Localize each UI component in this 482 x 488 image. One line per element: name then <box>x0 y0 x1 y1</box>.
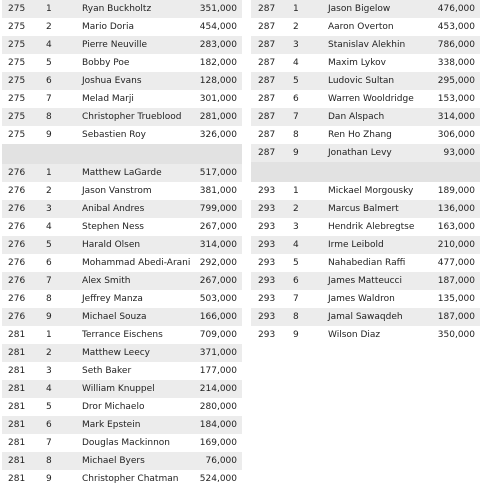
seat-number-cell: 2 <box>46 22 52 32</box>
table-number-cell: 276 <box>8 240 26 250</box>
chip-count-cell: 210,000 <box>437 240 475 250</box>
player-name-cell: Mark Epstein <box>82 420 141 430</box>
table-number-cell: 276 <box>8 222 26 232</box>
seat-number-cell: 4 <box>293 240 299 250</box>
table-number-cell: 281 <box>8 402 26 412</box>
table-number-cell: 276 <box>8 204 26 214</box>
player-name-cell: James Waldron <box>328 294 395 304</box>
seat-number-cell: 4 <box>46 384 52 394</box>
table-row <box>251 54 480 72</box>
chip-count-cell: 135,000 <box>437 294 475 304</box>
table-number-cell: 275 <box>8 58 26 68</box>
table-number-cell: 276 <box>8 258 26 268</box>
seat-number-cell: 1 <box>46 4 52 14</box>
player-name-cell: Irme Leibold <box>328 240 384 250</box>
table-number-cell: 287 <box>258 58 276 68</box>
table-row <box>251 144 480 162</box>
table-row <box>2 326 242 344</box>
player-name-cell: Jamal Sawaqdeh <box>328 312 403 322</box>
table-number-cell: 293 <box>258 222 276 232</box>
seat-number-cell: 5 <box>46 240 52 250</box>
chip-count-cell: 524,000 <box>199 474 237 484</box>
player-name-cell: Douglas Mackinnon <box>82 438 170 448</box>
table-row <box>2 380 242 398</box>
group-separator <box>251 162 480 182</box>
chip-count-cell: 128,000 <box>199 76 237 86</box>
table-row <box>2 200 242 218</box>
seat-number-cell: 2 <box>46 348 52 358</box>
table-row <box>2 254 242 272</box>
table-row <box>251 108 480 126</box>
seat-number-cell: 7 <box>46 94 52 104</box>
player-name-cell: Matthew LaGarde <box>82 168 162 178</box>
seat-number-cell: 8 <box>293 312 299 322</box>
player-name-cell: Harald Olsen <box>82 240 141 250</box>
chip-count-cell: 371,000 <box>199 348 237 358</box>
chip-count-cell: 381,000 <box>199 186 237 196</box>
right-seating-table <box>251 0 480 344</box>
chip-count-cell: 314,000 <box>437 112 475 122</box>
player-name-cell: Jonathan Levy <box>328 148 392 158</box>
table-number-cell: 293 <box>258 276 276 286</box>
table-row <box>251 90 480 108</box>
seat-number-cell: 7 <box>46 276 52 286</box>
table-number-cell: 276 <box>8 276 26 286</box>
table-number-cell: 287 <box>258 40 276 50</box>
player-name-cell: James Matteucci <box>328 276 402 286</box>
seat-number-cell: 4 <box>46 40 52 50</box>
seat-number-cell: 9 <box>293 148 299 158</box>
chip-count-cell: 477,000 <box>437 258 475 268</box>
seat-number-cell: 6 <box>293 276 299 286</box>
chip-count-cell: 177,000 <box>199 366 237 376</box>
seat-number-cell: 9 <box>46 474 52 484</box>
chip-count-cell: 326,000 <box>199 130 237 140</box>
seat-number-cell: 3 <box>293 40 299 50</box>
table-row <box>2 398 242 416</box>
player-name-cell: Aaron Overton <box>328 22 394 32</box>
group-separator <box>2 144 242 164</box>
player-name-cell: Pierre Neuville <box>82 40 148 50</box>
player-name-cell: Mickael Morgousky <box>328 186 414 196</box>
table-number-cell: 276 <box>8 312 26 322</box>
player-name-cell: Anibal Andres <box>82 204 145 214</box>
table-number-cell: 281 <box>8 330 26 340</box>
player-name-cell: Warren Wooldridge <box>328 94 414 104</box>
table-number-cell: 281 <box>8 456 26 466</box>
table-row <box>2 272 242 290</box>
chip-count-cell: 709,000 <box>199 330 237 340</box>
table-number-cell: 276 <box>8 168 26 178</box>
table-row <box>251 236 480 254</box>
table-number-cell: 287 <box>258 22 276 32</box>
table-row <box>2 164 242 182</box>
player-name-cell: Stephen Ness <box>82 222 144 232</box>
table-row <box>251 218 480 236</box>
table-row <box>2 90 242 108</box>
player-name-cell: Dror Michaelo <box>82 402 145 412</box>
chip-count-cell: 503,000 <box>199 294 237 304</box>
seat-number-cell: 6 <box>46 258 52 268</box>
table-number-cell: 293 <box>258 312 276 322</box>
chip-count-cell: 93,000 <box>443 148 475 158</box>
player-name-cell: Michael Souza <box>82 312 147 322</box>
seat-number-cell: 9 <box>46 130 52 140</box>
seat-number-cell: 8 <box>46 456 52 466</box>
player-name-cell: Christopher Trueblood <box>82 112 182 122</box>
chip-count-cell: 453,000 <box>437 22 475 32</box>
chip-count-cell: 189,000 <box>437 186 475 196</box>
chip-count-cell: 306,000 <box>437 130 475 140</box>
table-number-cell: 275 <box>8 130 26 140</box>
table-number-cell: 293 <box>258 258 276 268</box>
player-name-cell: Jason Vanstrom <box>82 186 152 196</box>
seat-number-cell: 4 <box>293 58 299 68</box>
table-row <box>2 290 242 308</box>
chip-count-cell: 184,000 <box>199 420 237 430</box>
seat-number-cell: 8 <box>46 294 52 304</box>
table-row <box>2 452 242 470</box>
table-row <box>251 182 480 200</box>
table-row <box>2 308 242 326</box>
seat-number-cell: 5 <box>293 258 299 268</box>
table-row <box>251 200 480 218</box>
table-row <box>2 126 242 144</box>
player-name-cell: Christopher Chatman <box>82 474 179 484</box>
table-number-cell: 287 <box>258 112 276 122</box>
table-row <box>251 0 480 18</box>
table-row <box>2 362 242 380</box>
player-name-cell: Mario Doria <box>82 22 135 32</box>
table-number-cell: 275 <box>8 4 26 14</box>
seat-number-cell: 7 <box>293 112 299 122</box>
seat-number-cell: 8 <box>293 130 299 140</box>
player-name-cell: William Knuppel <box>82 384 155 394</box>
player-name-cell: Mohammad Abedi-Arani <box>82 258 191 268</box>
table-number-cell: 293 <box>258 186 276 196</box>
chip-count-cell: 799,000 <box>199 204 237 214</box>
player-name-cell: Joshua Evans <box>82 76 142 86</box>
seat-number-cell: 1 <box>46 168 52 178</box>
seat-number-cell: 2 <box>46 186 52 196</box>
chip-count-cell: 153,000 <box>437 94 475 104</box>
chip-count-cell: 338,000 <box>437 58 475 68</box>
table-row <box>251 290 480 308</box>
chip-count-cell: 281,000 <box>199 112 237 122</box>
chip-count-cell: 517,000 <box>199 168 237 178</box>
chip-count-cell: 454,000 <box>199 22 237 32</box>
seat-number-cell: 1 <box>46 330 52 340</box>
table-number-cell: 281 <box>8 474 26 484</box>
player-name-cell: Jeffrey Manza <box>82 294 143 304</box>
table-number-cell: 293 <box>258 204 276 214</box>
table-number-cell: 281 <box>8 384 26 394</box>
table-row <box>251 326 480 344</box>
seat-number-cell: 5 <box>46 402 52 412</box>
seat-number-cell: 6 <box>293 94 299 104</box>
player-name-cell: Ryan Buckholtz <box>82 4 152 14</box>
player-name-cell: Alex Smith <box>82 276 131 286</box>
seat-number-cell: 3 <box>46 204 52 214</box>
table-row <box>2 416 242 434</box>
player-name-cell: Stanislav Alekhin <box>328 40 406 50</box>
table-row <box>251 18 480 36</box>
chip-count-cell: 350,000 <box>437 330 475 340</box>
table-row <box>2 236 242 254</box>
seat-number-cell: 7 <box>293 294 299 304</box>
table-row <box>2 18 242 36</box>
player-name-cell: Michael Byers <box>82 456 145 466</box>
table-number-cell: 275 <box>8 94 26 104</box>
seat-number-cell: 2 <box>293 204 299 214</box>
table-row <box>2 182 242 200</box>
chip-count-cell: 187,000 <box>437 276 475 286</box>
seat-number-cell: 1 <box>293 4 299 14</box>
seat-number-cell: 2 <box>293 22 299 32</box>
seat-number-cell: 9 <box>293 330 299 340</box>
table-number-cell: 293 <box>258 294 276 304</box>
player-name-cell: Ren Ho Zhang <box>328 130 392 140</box>
player-name-cell: Marcus Balmert <box>328 204 399 214</box>
chip-count-cell: 295,000 <box>437 76 475 86</box>
seat-number-cell: 7 <box>46 438 52 448</box>
player-name-cell: Ludovic Sultan <box>328 76 395 86</box>
chip-count-cell: 267,000 <box>199 276 237 286</box>
table-row <box>251 36 480 54</box>
player-name-cell: Nahabedian Raffi <box>328 258 406 268</box>
player-name-cell: Jason Bigelow <box>328 4 391 14</box>
table-number-cell: 275 <box>8 40 26 50</box>
table-row <box>251 272 480 290</box>
chip-count-cell: 786,000 <box>437 40 475 50</box>
seat-number-cell: 6 <box>46 420 52 430</box>
chip-count-cell: 280,000 <box>199 402 237 412</box>
table-row <box>2 434 242 452</box>
seat-number-cell: 1 <box>293 186 299 196</box>
chip-count-cell: 214,000 <box>199 384 237 394</box>
table-row <box>251 254 480 272</box>
table-number-cell: 275 <box>8 22 26 32</box>
seat-number-cell: 5 <box>46 58 52 68</box>
player-name-cell: Seth Baker <box>82 366 132 376</box>
table-row <box>2 218 242 236</box>
table-row <box>251 72 480 90</box>
chip-count-cell: 351,000 <box>199 4 237 14</box>
player-name-cell: Matthew Leecy <box>82 348 151 358</box>
table-number-cell: 293 <box>258 240 276 250</box>
player-name-cell: Maxim Lykov <box>328 58 386 68</box>
player-name-cell: Sebastien Roy <box>82 130 146 140</box>
table-number-cell: 275 <box>8 76 26 86</box>
table-number-cell: 287 <box>258 130 276 140</box>
left-seating-table <box>2 0 242 488</box>
seat-number-cell: 3 <box>293 222 299 232</box>
table-number-cell: 281 <box>8 366 26 376</box>
chip-count-cell: 166,000 <box>199 312 237 322</box>
chip-count-cell: 292,000 <box>199 258 237 268</box>
seat-number-cell: 4 <box>46 222 52 232</box>
chip-count-cell: 76,000 <box>205 456 237 466</box>
table-row <box>2 344 242 362</box>
player-name-cell: Bobby Poe <box>82 58 130 68</box>
table-number-cell: 287 <box>258 94 276 104</box>
seat-number-cell: 9 <box>46 312 52 322</box>
table-number-cell: 293 <box>258 330 276 340</box>
table-number-cell: 281 <box>8 438 26 448</box>
chip-count-cell: 476,000 <box>437 4 475 14</box>
chip-count-cell: 267,000 <box>199 222 237 232</box>
table-number-cell: 281 <box>8 348 26 358</box>
table-number-cell: 287 <box>258 76 276 86</box>
table-number-cell: 281 <box>8 420 26 430</box>
seat-number-cell: 5 <box>293 76 299 86</box>
table-number-cell: 287 <box>258 148 276 158</box>
seat-number-cell: 3 <box>46 366 52 376</box>
table-number-cell: 275 <box>8 112 26 122</box>
player-name-cell: Dan Alspach <box>328 112 385 122</box>
table-row <box>2 54 242 72</box>
seat-number-cell: 6 <box>46 76 52 86</box>
chip-count-cell: 163,000 <box>437 222 475 232</box>
table-row <box>2 0 242 18</box>
table-row <box>2 470 242 488</box>
chip-count-cell: 283,000 <box>199 40 237 50</box>
chip-count-cell: 187,000 <box>437 312 475 322</box>
table-row <box>2 108 242 126</box>
chip-count-cell: 301,000 <box>199 94 237 104</box>
player-name-cell: Hendrik Alebregtse <box>328 222 415 232</box>
chip-count-cell: 169,000 <box>199 438 237 448</box>
chip-count-cell: 314,000 <box>199 240 237 250</box>
table-number-cell: 276 <box>8 294 26 304</box>
table-number-cell: 287 <box>258 4 276 14</box>
seat-number-cell: 8 <box>46 112 52 122</box>
player-name-cell: Wilson Diaz <box>328 330 381 340</box>
table-row <box>251 126 480 144</box>
chip-count-cell: 136,000 <box>437 204 475 214</box>
table-row <box>251 308 480 326</box>
player-name-cell: Terrance Eischens <box>82 330 163 340</box>
table-number-cell: 276 <box>8 186 26 196</box>
chip-count-cell: 182,000 <box>199 58 237 68</box>
table-row <box>2 36 242 54</box>
table-row <box>2 72 242 90</box>
player-name-cell: Melad Marji <box>82 94 134 104</box>
